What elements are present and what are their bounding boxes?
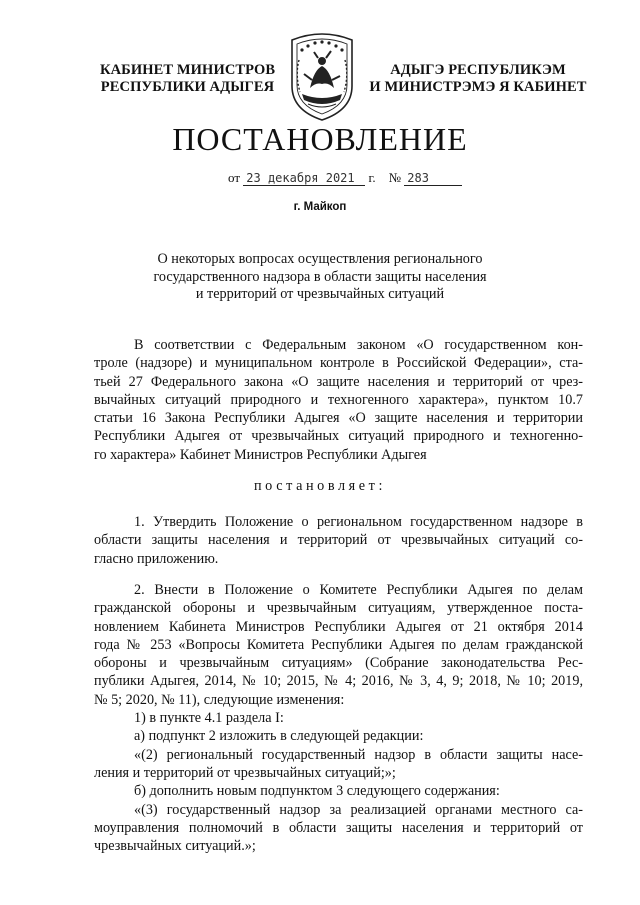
subject-line: государственного надзора в области защиты населения [153,268,487,285]
header-left-line: КАБИНЕТ МИНИСТРОВ [100,62,276,78]
paragraph-line: новлением Кабинета Министров Республики Адыгея от 21 октября 2014 [94,618,583,635]
header-left-line: РЕСПУБЛИКИ АДЫГЕЯ [100,79,275,95]
paragraph-line: В соответствии с Федеральным законом «О государственном кон- [134,337,583,353]
subject-line: О некоторых вопросах осуществления регионального [157,251,483,267]
issue-number: 283 [404,171,462,186]
paragraph-line: б) дополнить новым подпунктом 3 следующего содержания: [134,783,500,800]
paragraph-line: статьи 16 Закона Республики Адыгея «О защите населения и территории [94,410,583,427]
preamble-paragraph [94,336,583,464]
paragraph-line: 1) в пункте 4.1 раздела I: [134,710,284,727]
paragraph-line: публики Адыгея, 2014, № 10; 2015, № 4; 2016, № 3, 4, 9; 2018, № 10; 2019, [94,673,583,690]
subject-line: и территорий от чрезвычайных ситуаций [195,286,445,302]
issue-date: 23 декабря 2021 [243,171,365,186]
item-2-paragraph [94,581,583,855]
from-label: от [228,170,241,185]
decree-word: постановляет: [253,478,387,494]
paragraph-line: вычайных ситуаций природного и техногенного характера», пунктом 10.7 [94,391,583,408]
paragraph-line: 1. Утвердить Положение о региональном государственном надзоре в [134,514,583,530]
paragraph-line: «(3) государственный надзор за реализацией органами местного са- [134,801,583,818]
paragraph-line: чрезвычайных ситуаций.»; [94,838,256,855]
paragraph-line: ления и территорий от чрезвычайных ситуаций;»; [94,764,396,781]
header-left-org-name [100,62,275,96]
coat-of-arms-icon [284,30,360,122]
paragraph-line: моуправления полномочий в области защиты населения и территорий от [94,819,583,836]
document-title: ПОСТАНОВЛЕНИЕ [172,121,468,157]
year-suffix: г. [368,170,376,185]
paragraph-line: № 5; 2020, № 11), следующие изменения: [94,691,345,708]
paragraph-line: года № 253 «Вопросы Комитета Республики Адыгея по делам гражданской [94,636,583,653]
paragraph-line: гласно приложению. [94,550,219,567]
number-label: № [388,170,402,185]
item-1-paragraph [94,513,583,568]
city-line: г. Майкоп [293,201,347,213]
paragraph-line: а) подпункт 2 изложить в следующей редакции: [134,728,424,745]
header-right-line: И МИНИСТРЭМЭ Я КАБИНЕТ [369,79,587,95]
paragraph-line: го характера» Кабинет Министров Республики Адыгея [94,446,427,463]
header-right-org-name [368,62,588,96]
paragraph-line: 2. Внести в Положение о Комитете Республики Адыгея по делам [134,582,583,598]
paragraph-line: обороны и чрезвычайным ситуациям» (Собрание законодательства Рес- [94,655,583,672]
paragraph-line: гражданской обороны и чрезвычайным ситуациям, утвержденное поста- [94,600,583,617]
paragraph-line: Республики Адыгея от чрезвычайных ситуаций природного и техногенно- [94,428,583,445]
paragraph-line: области защиты населения и территорий от чрезвычайных ситуаций со- [94,532,583,549]
paragraph-line: «(2) региональный государственный надзор в области защиты насе- [134,746,583,763]
subject-heading [120,251,520,304]
header-right-line: АДЫГЭ РЕСПУБЛИКЭМ [390,62,566,78]
issue-line [228,170,462,186]
paragraph-line: тьей 27 Федерального закона «О защите населения и территорий от чрез- [94,373,583,390]
paragraph-line: троле (надзоре) и муниципальном контроле в Российской Федерации», ста- [94,355,583,372]
